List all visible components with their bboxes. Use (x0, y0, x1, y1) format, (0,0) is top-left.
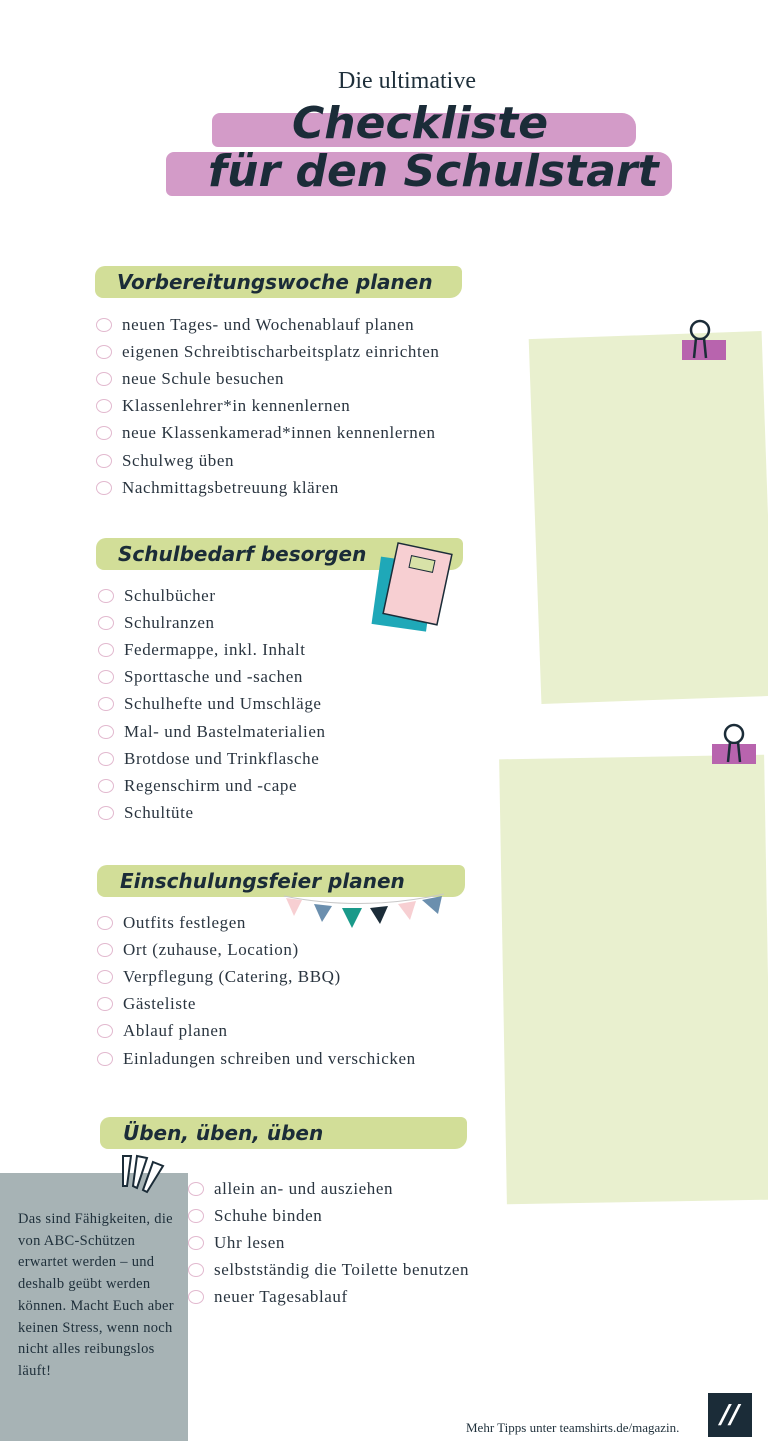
checklist-item[interactable] (96, 420, 440, 447)
checklist-item-label: Uhr lesen (214, 1232, 286, 1252)
title-line-1: Checkliste (292, 98, 549, 149)
notebook-icon (368, 540, 458, 635)
checklist-item[interactable] (98, 691, 326, 718)
checklist-item-label: Ablauf planen (123, 1021, 228, 1041)
checklist-item-label: selbstständig die Toilette benutzen (214, 1260, 470, 1280)
checklist-item-label: Brotdose und Trinkflasche (124, 748, 320, 768)
checklist-item[interactable] (188, 1202, 469, 1229)
checkbox-circle-icon[interactable] (96, 481, 112, 495)
checkbox-circle-icon[interactable] (97, 943, 113, 957)
checklist-item[interactable] (188, 1229, 469, 1256)
checklist-item[interactable] (96, 338, 440, 365)
checklist-item-label: Nachmittagsbetreuung klären (122, 477, 339, 497)
section-title: Üben, üben, üben (123, 1121, 324, 1145)
checkbox-circle-icon[interactable] (98, 616, 114, 630)
checklist-item[interactable] (97, 991, 416, 1018)
checkbox-circle-icon[interactable] (188, 1236, 204, 1250)
checklist-item-label: Schulweg üben (122, 450, 235, 470)
title-line-2: für den Schulstart (208, 146, 659, 197)
checklist-item-label: Schulhefte und Umschläge (124, 694, 322, 714)
checklist-item[interactable] (188, 1284, 469, 1311)
checkbox-circle-icon[interactable] (98, 725, 114, 739)
checkbox-circle-icon[interactable] (96, 399, 112, 413)
checklist-item[interactable] (96, 474, 440, 501)
checkbox-circle-icon[interactable] (98, 697, 114, 711)
checklist-item[interactable] (98, 636, 326, 663)
checklist (97, 909, 416, 1072)
checklist-item[interactable] (97, 1018, 416, 1045)
checklist-item-label: allein an- und ausziehen (214, 1178, 394, 1198)
checklist-item-label: eigenen Schreibtischarbeitsplatz einrichten (122, 341, 440, 361)
checklist-item-label: neue Klassenkamerad*innen kennenlernen (122, 423, 436, 443)
checklist-item[interactable] (97, 1045, 416, 1072)
footer-text: Mehr Tipps unter teamshirts.de/magazin. (466, 1420, 680, 1435)
section-title: Einschulungsfeier planen (120, 869, 405, 893)
checklist-item[interactable] (96, 365, 440, 392)
checklist-item[interactable] (98, 664, 326, 691)
section-title: Schulbedarf besorgen (118, 542, 367, 566)
checklist-item-label: Schulbücher (124, 585, 216, 605)
note-paper-2 (499, 755, 768, 1205)
checklist-item-label: Sporttasche und -sachen (124, 667, 304, 687)
binder-clip-icon (710, 722, 758, 770)
checklist-item-label: neuer Tagesablauf (214, 1287, 348, 1307)
checklist-item[interactable] (98, 582, 326, 609)
binder-clip-icon (680, 318, 728, 366)
section-title: Vorbereitungswoche planen (117, 270, 433, 294)
checklist-item[interactable] (97, 963, 416, 990)
checklist-item[interactable] (97, 909, 416, 936)
checklist-item[interactable] (96, 447, 440, 474)
checkbox-circle-icon[interactable] (96, 372, 112, 386)
checklist-item-label: Schulranzen (124, 612, 215, 632)
checkbox-circle-icon[interactable] (188, 1209, 204, 1223)
checkbox-circle-icon[interactable] (96, 454, 112, 468)
checkbox-circle-icon[interactable] (98, 589, 114, 603)
checkbox-circle-icon[interactable] (97, 970, 113, 984)
checklist-item[interactable] (98, 718, 326, 745)
checkbox-circle-icon[interactable] (98, 779, 114, 793)
checklist-item-label: Schultüte (124, 803, 194, 823)
checklist-item[interactable] (98, 772, 326, 799)
checklist-item[interactable] (98, 745, 326, 772)
checklist-item-label: Klassenlehrer*in kennenlernen (122, 396, 351, 416)
checklist (188, 1175, 469, 1311)
exclamation-icon (115, 1152, 170, 1202)
checkbox-circle-icon[interactable] (188, 1263, 204, 1277)
checklist-item-label: Federmappe, inkl. Inhalt (124, 639, 306, 659)
subtitle: Die ultimative (338, 68, 476, 94)
checklist-item[interactable] (96, 393, 440, 420)
checklist-item-label: Einladungen schreiben und verschicken (123, 1048, 416, 1068)
checklist-item-label: Ort (zuhause, Location) (123, 939, 299, 959)
checkbox-circle-icon[interactable] (188, 1182, 204, 1196)
checklist-item-label: Regenschirm und -cape (124, 775, 298, 795)
checkbox-circle-icon[interactable] (97, 916, 113, 930)
checklist-item-label: neue Schule besuchen (122, 368, 285, 388)
tip-text: Das sind Fähigkeiten, die von ABC-Schützen erwartet werden – und deshalb geübt werden können. Macht Euch aber keinen Stress, wenn noch nicht alles reibungslos läuft! (18, 1211, 174, 1379)
checklist-item-label: neuen Tages- und Wochenablauf planen (122, 314, 415, 334)
checklist-item-label: Gästeliste (123, 994, 197, 1014)
checklist-item[interactable] (188, 1257, 469, 1284)
checklist-item[interactable] (97, 936, 416, 963)
checklist-item[interactable] (98, 609, 326, 636)
checkbox-circle-icon[interactable] (98, 643, 114, 657)
checkbox-circle-icon[interactable] (97, 1052, 113, 1066)
checklist-item-label: Mal- und Bastelmaterialien (124, 721, 326, 741)
checklist-item[interactable] (98, 800, 326, 827)
brand-logo[interactable]: // (708, 1393, 752, 1437)
checklist (96, 311, 440, 501)
checklist-item-label: Schuhe binden (214, 1205, 323, 1225)
checklist-item[interactable] (188, 1175, 469, 1202)
checklist (98, 582, 326, 827)
checkbox-circle-icon[interactable] (98, 670, 114, 684)
note-paper-1 (529, 331, 768, 704)
checkbox-circle-icon[interactable] (97, 997, 113, 1011)
tip-note (0, 1173, 188, 1441)
checklist-item-label: Verpflegung (Catering, BBQ) (123, 966, 341, 986)
checkbox-circle-icon[interactable] (96, 345, 112, 359)
checkbox-circle-icon[interactable] (188, 1290, 204, 1304)
checklist-item-label: Outfits festlegen (123, 912, 247, 932)
checklist-item[interactable] (96, 311, 440, 338)
checkbox-circle-icon[interactable] (98, 752, 114, 766)
checkbox-circle-icon[interactable] (96, 318, 112, 332)
checkbox-circle-icon[interactable] (97, 1024, 113, 1038)
checkbox-circle-icon[interactable] (96, 426, 112, 440)
checkbox-circle-icon[interactable] (98, 806, 114, 820)
